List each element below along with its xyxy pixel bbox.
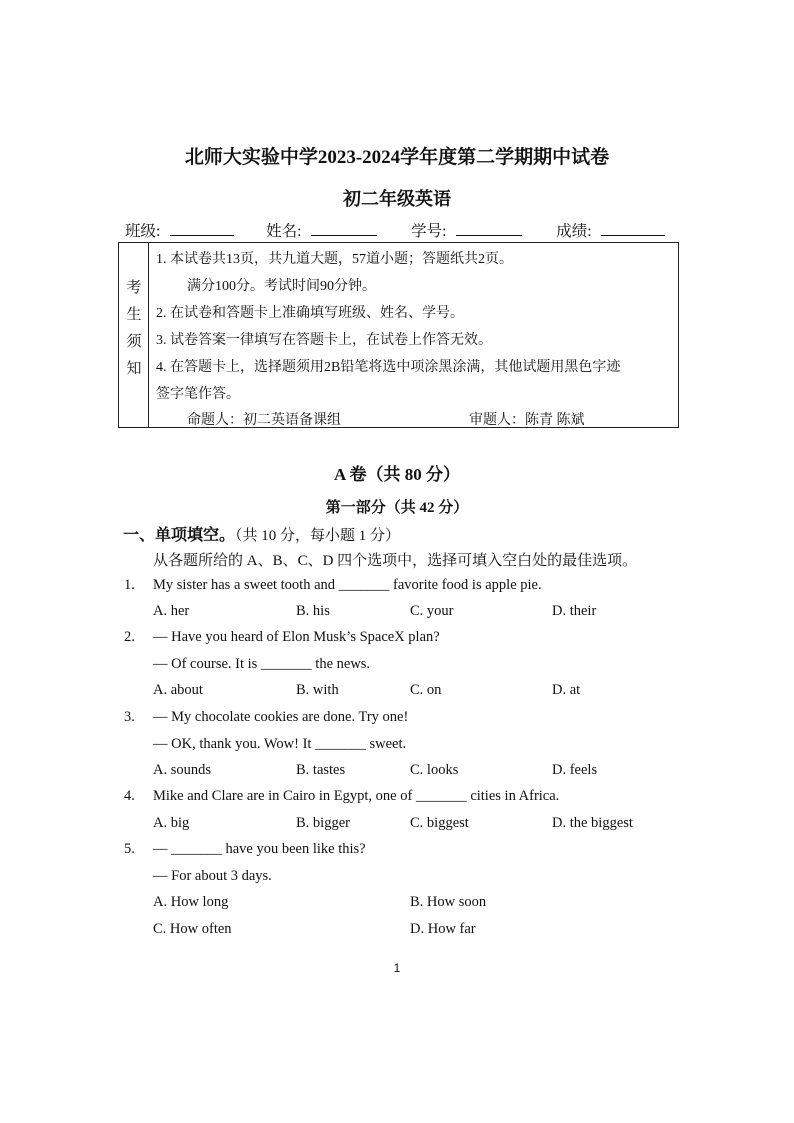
id-blank (456, 221, 522, 236)
question-number: 1. (124, 577, 135, 593)
question-number: 3. (124, 709, 135, 725)
volume-heading: A 卷（共 80 分） (333, 465, 461, 484)
notice-char: 须 (126, 334, 142, 350)
question-number: 5. (124, 841, 135, 857)
option-c: C. on (410, 682, 442, 698)
option-b: B. How soon (410, 894, 487, 910)
notice-char: 考 (126, 280, 142, 296)
class-label: 班级: (125, 223, 161, 240)
exam-notice-box (118, 242, 679, 428)
score-label: 成绩: (556, 223, 592, 240)
notice-line: 满分100分。考试时间90分钟。 (187, 279, 376, 294)
question-number: 4. (124, 788, 135, 804)
question-stem: — For about 3 days. (153, 868, 272, 884)
section-heading (123, 522, 400, 545)
option-d: D. their (552, 603, 597, 619)
exam-subtitle: 初二年级英语 (343, 189, 451, 209)
option-b: B. his (296, 603, 330, 619)
option-c: C. How often (153, 921, 232, 937)
option-b: B. with (296, 682, 339, 698)
part-heading: 第一部分（共 42 分） (325, 500, 469, 516)
student-info-row (125, 219, 665, 241)
exam-title: 北师大实验中学2023-2024学年度第二学期期中试卷 (184, 147, 610, 168)
name-label: 姓名: (266, 223, 302, 240)
notice-author: 命题人：初二英语备课组 (187, 413, 341, 428)
question-stem: — OK, thank you. Wow! It _______ sweet. (153, 736, 407, 752)
question-stem: — My chocolate cookies are done. Try one! (153, 709, 409, 725)
name-blank (311, 221, 377, 236)
question-stem: — Have you heard of Elon Musk’s SpaceX plan? (153, 629, 440, 645)
notice-line: 3. 试卷答案一律填写在答题卡上，在试卷上作答无效。 (156, 333, 492, 348)
notice-char: 知 (126, 361, 142, 377)
option-a: A. How long (153, 894, 229, 910)
option-c: C. looks (410, 762, 459, 778)
section-instruction: 从各题所给的 A、B、C、D 四个选项中，选择可填入空白处的最佳选项。 (153, 553, 638, 569)
question-stem: Mike and Clare are in Cairo in Egypt, one of _______ cities in Africa. (153, 788, 560, 804)
option-c: C. biggest (410, 815, 469, 831)
option-d: D. How far (410, 921, 476, 937)
notice-line: 签字笔作答。 (156, 387, 240, 402)
option-a: A. her (153, 603, 190, 619)
question-stem: — _______ have you been like this? (153, 841, 366, 857)
option-b: B. bigger (296, 815, 350, 831)
question-number: 2. (124, 629, 135, 645)
page-number: 1 (393, 961, 401, 975)
option-d: D. feels (552, 762, 598, 778)
question-stem: My sister has a sweet tooth and _______ favorite food is apple pie. (153, 577, 542, 593)
notice-reviewer: 审题人：陈青 陈斌 (469, 413, 585, 428)
option-a: A. about (153, 682, 203, 698)
question-stem: — Of course. It is _______ the news. (153, 656, 371, 672)
class-blank (170, 221, 234, 236)
notice-line: 1. 本试卷共13页，共九道大题，57道小题；答题纸共2页。 (156, 252, 513, 267)
option-c: C. your (410, 603, 454, 619)
notice-line: 2. 在试卷和答题卡上准确填写班级、姓名、学号。 (156, 306, 464, 321)
option-d: D. the biggest (552, 815, 633, 831)
section-title: 一、单项填空。 (123, 527, 236, 544)
notice-side-label (119, 243, 149, 427)
section-note: （共 10 分，每小题 1 分） (235, 528, 401, 544)
option-b: B. tastes (296, 762, 346, 778)
id-label: 学号: (411, 223, 447, 240)
score-blank (601, 221, 665, 236)
option-a: A. big (153, 815, 190, 831)
option-a: A. sounds (153, 762, 212, 778)
notice-char: 生 (126, 307, 142, 323)
notice-line: 4. 在答题卡上，选择题须用2B铅笔将选中项涂黑涂满，其他试题用黑色字迹 (156, 360, 621, 375)
option-d: D. at (552, 682, 581, 698)
